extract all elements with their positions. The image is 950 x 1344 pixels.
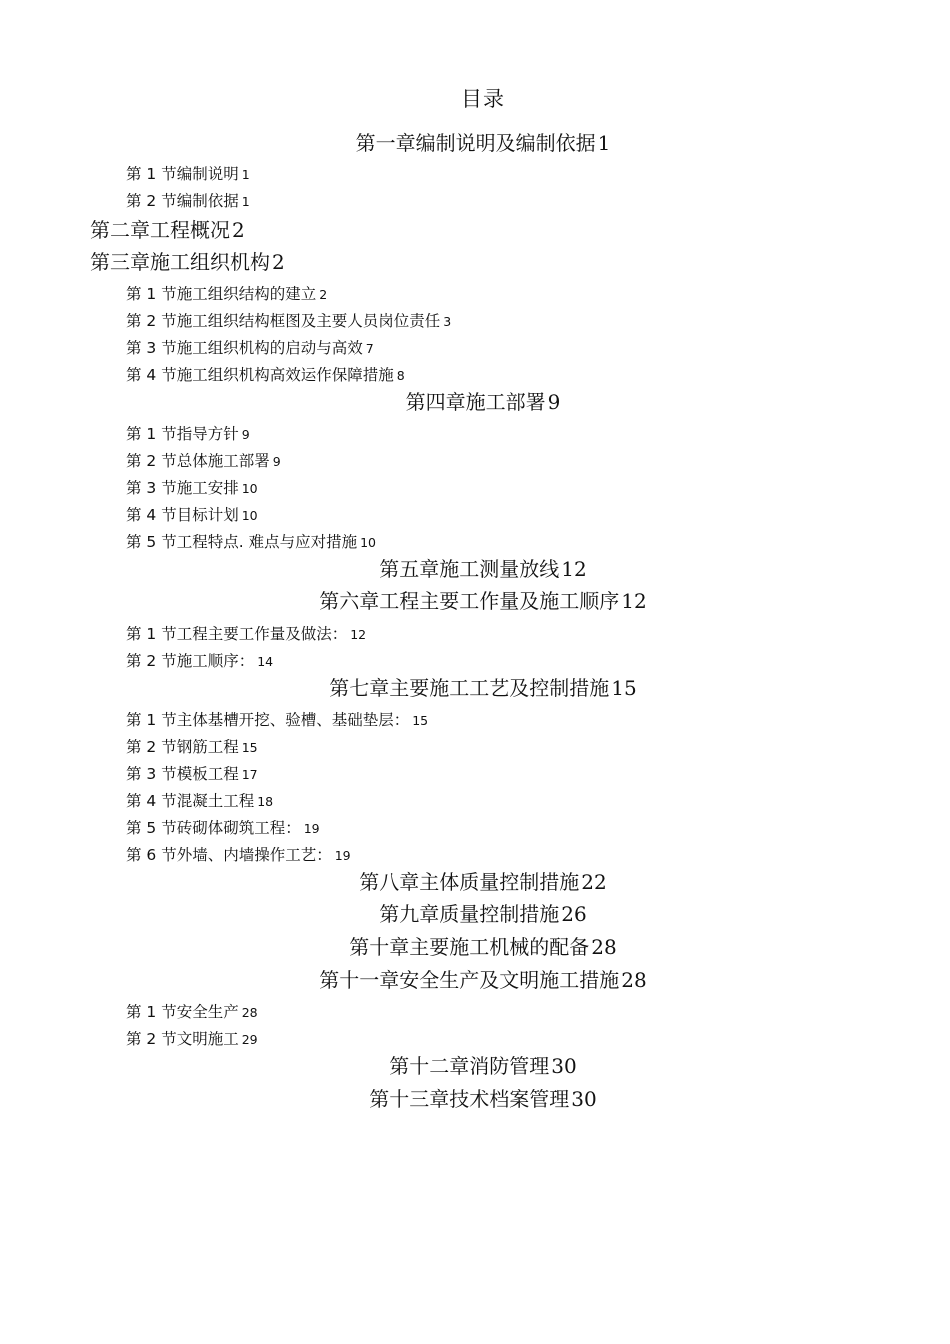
toc-section-entry[interactable] (126, 283, 327, 306)
toc-entry-label: 第十二章消防管理 (389, 1054, 550, 1078)
toc-section-entry[interactable] (126, 364, 405, 387)
toc-page-number: 30 (571, 1087, 597, 1111)
toc-page-number: 10 (360, 535, 376, 550)
toc-entry-label: 第四章施工部署 (405, 390, 546, 414)
toc-chapter-entry[interactable] (0, 1052, 950, 1080)
toc-entry-label: 第十三章技术档案管理 (369, 1087, 570, 1111)
toc-entry-label: 第 4 节混凝土工程 (126, 792, 255, 810)
toc-page-number: 18 (257, 794, 274, 809)
toc-page-number: 28 (241, 1005, 258, 1020)
toc-chapter-entry[interactable] (0, 933, 950, 961)
toc-page-number: 15 (412, 713, 429, 728)
toc-chapter-entry[interactable] (90, 216, 245, 244)
toc-page-number: 15 (241, 740, 258, 755)
toc-page-number: 22 (581, 870, 607, 894)
toc-page-number: 12 (561, 557, 587, 581)
toc-entry-label: 第 3 节施工安排 (126, 479, 239, 497)
toc-page-number: 1 (241, 167, 250, 182)
toc-page-number: 2 (272, 250, 285, 274)
toc-page-number: 12 (621, 589, 647, 613)
toc-entry-label: 第一章编制说明及编制依据 (355, 131, 596, 155)
toc-page-number: 2 (319, 287, 328, 302)
toc-section-entry[interactable] (126, 190, 250, 213)
toc-page-number: 17 (241, 767, 258, 782)
toc-entry-label: 第 3 节施工组织机构的启动与高效 (126, 339, 363, 357)
toc-entry-label: 第八章主体质量控制措施 (359, 870, 580, 894)
toc-entry-label: 第七章主要施工工艺及控制措施 (329, 676, 610, 700)
toc-entry-label: 第十章主要施工机械的配备 (349, 935, 590, 959)
toc-section-entry[interactable] (126, 736, 258, 759)
toc-page-number: 3 (443, 314, 452, 329)
toc-entry-label: 第 2 节编制依据 (126, 192, 239, 210)
toc-entry-label: 第 2 节钢筋工程 (126, 738, 239, 756)
toc-section-entry[interactable] (126, 310, 451, 333)
toc-entry-label: 第六章工程主要工作量及施工顺序 (319, 589, 620, 613)
toc-section-entry[interactable] (126, 709, 428, 732)
toc-chapter-entry[interactable] (0, 868, 950, 896)
toc-chapter-entry[interactable] (0, 674, 950, 702)
toc-page-number: 19 (334, 848, 351, 863)
toc-chapter-entry[interactable] (0, 555, 950, 583)
toc-entry-label: 第三章施工组织机构 (90, 250, 270, 274)
toc-entry-label: 第 1 节工程主要工作量及做法： (126, 625, 348, 643)
toc-chapter-entry[interactable] (0, 587, 950, 615)
toc-section-entry[interactable] (126, 1028, 258, 1051)
toc-page-number: 7 (365, 341, 374, 356)
toc-page-number: 28 (621, 968, 647, 992)
toc-page-number: 10 (241, 481, 258, 496)
toc-section-entry[interactable] (126, 531, 376, 554)
toc-section-entry[interactable] (126, 337, 374, 360)
toc-entry-label: 第 1 节编制说明 (126, 165, 239, 183)
toc-page-number: 8 (396, 368, 405, 383)
toc-entry-label: 第 1 节主体基槽开挖、验槽、基础垫层： (126, 711, 410, 729)
toc-section-entry[interactable] (126, 844, 351, 867)
toc-page-number: 2 (232, 218, 245, 242)
toc-chapter-entry[interactable] (0, 388, 950, 416)
toc-entry-label: 第十一章安全生产及文明施工措施 (319, 968, 620, 992)
toc-section-entry[interactable] (126, 450, 281, 473)
toc-section-entry[interactable] (126, 163, 250, 186)
toc-page-number: 9 (241, 427, 250, 442)
toc-entry-label: 第 1 节指导方针 (126, 425, 239, 443)
toc-entry-label: 第 1 节施工组织结构的建立 (126, 285, 317, 303)
toc-chapter-entry[interactable] (0, 966, 950, 994)
toc-page-number: 19 (303, 821, 320, 836)
toc-page-number: 9 (272, 454, 281, 469)
toc-section-entry[interactable] (126, 763, 258, 786)
toc-entry-label: 第 2 节施工顺序： (126, 652, 255, 670)
toc-entry-label: 第 3 节模板工程 (126, 765, 239, 783)
toc-page-number: 29 (241, 1032, 258, 1047)
toc-chapter-entry[interactable] (0, 129, 950, 157)
toc-chapter-entry[interactable] (0, 1085, 950, 1113)
toc-page-number: 14 (257, 654, 274, 669)
toc-entry-label: 第 4 节目标计划 (126, 506, 239, 524)
toc-entry-label: 第 2 节总体施工部署 (126, 452, 270, 470)
toc-page-number: 10 (241, 508, 258, 523)
toc-section-entry[interactable] (126, 504, 258, 527)
toc-page-number: 26 (561, 902, 587, 926)
toc-entry-label: 第 4 节施工组织机构高效运作保障措施 (126, 366, 394, 384)
toc-section-entry[interactable] (126, 817, 320, 840)
toc-section-entry[interactable] (126, 790, 273, 813)
toc-chapter-entry[interactable] (90, 248, 285, 276)
toc-section-entry[interactable] (126, 423, 250, 446)
toc-entry-label: 第 1 节安全生产 (126, 1003, 239, 1021)
toc-entry-label: 第 2 节施工组织结构框图及主要人员岗位责任 (126, 312, 441, 330)
toc-page-number: 15 (611, 676, 637, 700)
toc-page-number: 30 (551, 1054, 577, 1078)
toc-title: 目录 (461, 87, 505, 111)
toc-section-entry[interactable] (126, 477, 258, 500)
toc-entry-label: 第 2 节文明施工 (126, 1030, 239, 1048)
toc-page-number: 28 (591, 935, 617, 959)
toc-entry-label: 第二章工程概况 (90, 218, 230, 242)
toc-page-number: 12 (350, 627, 367, 642)
toc-page-number: 1 (241, 194, 250, 209)
toc-section-entry[interactable] (126, 623, 366, 646)
toc-entry-label: 第 5 节砖砌体砌筑工程： (126, 819, 301, 837)
toc-section-entry[interactable] (126, 650, 273, 673)
toc-entry-label: 第五章施工测量放线 (379, 557, 560, 581)
toc-page-number: 9 (547, 390, 561, 414)
toc-entry-label: 第 5 节工程特点. 难点与应对措施 (126, 533, 358, 551)
toc-page-number: 1 (597, 131, 611, 155)
toc-section-entry[interactable] (126, 1001, 258, 1024)
toc-chapter-entry[interactable] (0, 900, 950, 928)
toc-entry-label: 第九章质量控制措施 (379, 902, 560, 926)
toc-entry-label: 第 6 节外墙、内墙操作工艺： (126, 846, 332, 864)
